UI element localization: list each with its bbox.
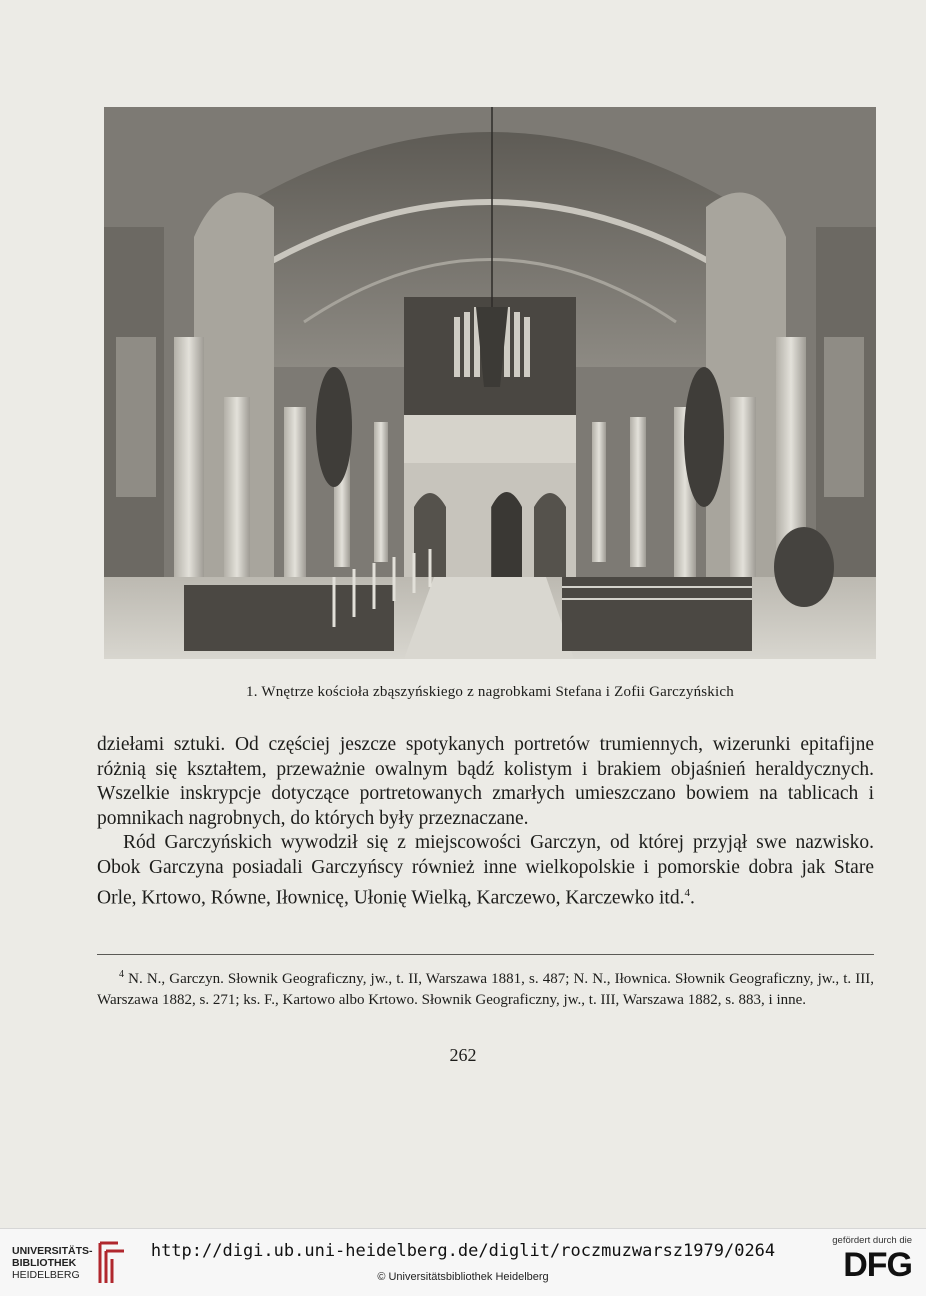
document-url-link[interactable]: http://digi.ub.uni-heidelberg.de/diglit/roczmuzwarsz1979/0264: [150, 1241, 776, 1261]
church-interior-photo: [104, 107, 876, 659]
footnote-text: N. N., Garczyn. Słownik Geograficzny, jw., t. II, Warszawa 1881, s. 487; N. N., Iłownica. Słownik Geograficzny, jw., t. III, Warszawa 1882, s. 271; ks. F., Kartowo albo Krtowo. Słownik Geograficzny, jw., t. III, Warszawa 1882, s. 883, i inne.: [97, 971, 875, 1008]
footnote-marker: 4: [119, 969, 124, 980]
body-text: [97, 733, 874, 911]
viewer-footer: [0, 1228, 926, 1296]
body-paragraph-1: dziełami sztuki. Od częściej jeszcze spotykanych portretów trumiennych, wizerunki epitafijne różnią się kształtem, przeważnie owalnym bądź kolistym i brakiem objaśnień heraldycznych. Wszelkie inskrypcje dotyczące portretowanych zmarłych umieszczano bowiem na tablicach i pomnikach nagrobnych, do których były przeznaczane.: [97, 734, 874, 829]
footnote: [97, 964, 874, 1011]
library-logo-line-3: HEIDELBERG: [12, 1269, 80, 1281]
library-logo-line-1: UNIVERSITÄTS-: [12, 1245, 93, 1257]
sponsor-label: gefördert durch die: [832, 1235, 912, 1246]
footnote-divider: [97, 954, 874, 955]
copyright-notice: © Universitätsbibliothek Heidelberg: [377, 1271, 549, 1283]
body-paragraph-2: Ród Garczyńskich wywodził się z miejscowości Garczyn, od której przyjął swe nazwisko. Obok Garczyna posiadali Garczyńscy również inne wielkopolskie i pomorskie dobra jak Stare Orle, Krtowo, Równe, Iłownicę, Ułonię Wielką, Karczewo, Karczewko itd.$^4$.: [97, 832, 874, 909]
figure-caption: 1. Wnętrze kościoła zbąszyńskiego z nagrobkami Stefana i Zofii Garczyńskich: [246, 684, 734, 700]
footnote-reference[interactable]: 4: [684, 886, 690, 899]
dfg-logo-text: DFG: [843, 1246, 912, 1284]
library-logo-line-2: BIBLIOTHEK: [12, 1257, 77, 1269]
page-number: 262: [449, 1045, 477, 1065]
body-paragraph-2-text: Ród Garczyńskich wywodził się z miejscowości Garczyn, od której przyjął swe nazwisko. Obok Garczyna posiadali Garczyńscy również inne wielkopolskie i pomorskie dobra jak Stare Orle, Krtowo, Równe, Iłownicę, Ułonię Wielką, Karczewo, Karczewko itd.: [97, 832, 874, 909]
dfg-sponsor-logo[interactable]: [812, 1235, 912, 1291]
church-interior-illustration: [104, 107, 876, 659]
